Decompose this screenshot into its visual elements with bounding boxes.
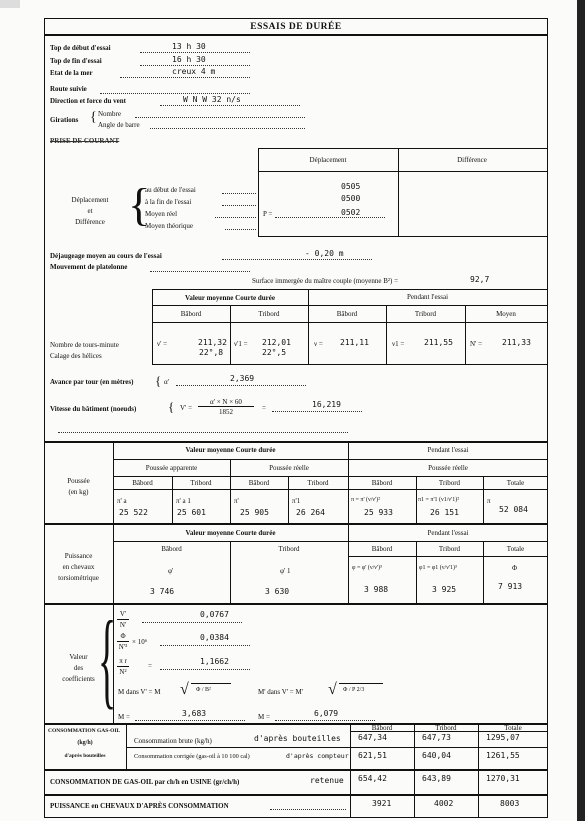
pe-tribord-value: 211,55 [424,338,453,347]
poussee-sym-1: π' a [117,497,127,505]
conso-corrigee-note: d'après compteur [286,752,349,760]
fraction-bar [117,619,129,620]
conso-col-totale: Totale [504,724,522,732]
divider [44,794,548,796]
col-deplacement: Déplacement [309,156,347,164]
coef-f1-value: 0,0767 [200,610,229,619]
coef-f2-den: N'³ [118,643,128,651]
dotted-line [58,432,348,433]
top-fin-value: 16 h 30 [172,55,206,64]
poussee-val-7: 52 084 [499,505,528,514]
col-difference: Différence [457,156,487,164]
puissance-conso-babord: 3921 [372,799,392,808]
grid-line [126,747,548,748]
poussee-col-tribord: Tribord [190,479,212,487]
pe-babord-value: 211,11 [340,338,369,347]
coef-mp-label: M' dans V' = M' [258,688,303,696]
poussee-apparente: Poussée apparente [145,464,198,472]
brace: { [90,110,97,125]
puissance-sym-1: φ' [168,567,174,575]
conso-corrigee-label: Consommation corrigée (gas-oil à 10 100 cal) [134,753,250,760]
brace: { [128,179,151,230]
puissance-hdr-pendant: Pendant l'essai [427,529,469,537]
poussee-reelle-pendant: Poussée réelle [428,464,468,472]
scan-edge [577,0,585,821]
conso-corrigee-totale: 1261,55 [486,751,520,760]
poussee-row-label: (en kg) [68,488,89,496]
struck-label: PRISE DE COURANT [50,137,120,145]
grid-line [152,305,547,306]
poussee-col-babord: Bâbord [132,479,153,487]
grid-line [152,289,547,290]
poussee-hdr-pendant: Pendant l'essai [427,446,469,454]
dotted-line [135,117,305,118]
grid-line [152,364,547,365]
divider [44,769,548,771]
divider [44,603,548,605]
dotted-line [270,809,346,810]
dotted-line [160,645,250,646]
coef-f2-value: 0,0384 [200,633,229,642]
vitesse-value: 16,219 [312,400,341,409]
vent-value: W N W 32 n/s [183,95,241,104]
surface-value: 92,7 [470,275,490,284]
puissance-col-totale: Totale [506,545,525,553]
poussee-sym-7: π [487,497,491,505]
vitesse-label: Vitesse du bâtiment (noeuds) [50,405,137,413]
conso-usine-totale: 1270,31 [486,774,520,783]
coef-f1-den: N' [119,621,127,629]
dotted-line [160,669,250,670]
puissance-hdr-courte: Valeur moyenne Courte durée [185,529,276,537]
tours-hdr-pendant: Pendant l'essai [406,293,449,301]
conso-brute-babord: 647,34 [358,733,387,742]
moyen-reel-label: Moyen réel [145,210,178,218]
angle-label: Angle de barre [98,121,140,129]
grid-line [113,459,548,460]
moyen-symbol: N' = [470,340,483,348]
poussee-reelle: Poussée réelle [269,464,309,472]
dotted-line [275,217,385,218]
divider [44,441,548,443]
tours-col-babord: Bâbord [180,310,202,318]
etat-mer-value: creux 4 m [172,67,216,76]
debut-label: au début de l'essai [145,186,196,194]
grid-line [152,322,547,323]
poussee-sym-5: π = π' (ν/ν')² [351,497,380,503]
moyen-theo-label: Moyen théorique [145,222,194,230]
dotted-line [222,205,256,206]
avance-label: Avance par tour (en mètres) [50,378,134,386]
root-bar [339,683,383,684]
coef-mp-value: 6,079 [314,709,339,718]
brace: { [155,373,162,388]
conso-unit: (kg/h) [77,740,93,746]
poussee-row-label: Poussée [67,477,90,485]
poussee-sym-4: π'1 [292,497,301,505]
cd-tribord-symbol: ν'1 = [234,340,248,348]
conso-usine-babord: 654,42 [358,774,387,783]
poussee-sym-2: π' a 1 [176,497,191,505]
nombre-label: Nombre [98,110,121,118]
corner-mark [0,0,20,8]
dotted-line [135,720,245,721]
poussee-val-2: 25 601 [177,508,206,517]
form-frame [44,18,548,818]
top-debut-value: 13 h 30 [172,42,206,51]
cd-babord-value: 211,32 [198,338,227,347]
puissance-row-label: torsiométrique [58,574,99,582]
conso-usine-label: CONSOMMATION DE GAS-OIL par ch/h en USINE (gr/ch/h) [50,778,240,786]
poussee-val-6: 26 151 [430,508,459,517]
coef-m-label: M dans V' = M [118,688,161,696]
puissance-col-babord: Bâbord [371,545,393,553]
poussee-sym-6: π1 = π'1 (ν1/ν'1)² [418,497,459,503]
conso-corrigee-babord: 621,51 [358,751,387,760]
conso-corrigee-tribord: 640,04 [422,751,451,760]
vent-label: Direction et force du vent [50,97,126,105]
dotted-line [275,720,375,721]
dotted-line [160,105,300,106]
girations-label: Girations [50,116,79,124]
dotted-line [222,193,256,194]
poussee-col-tribord: Tribord [307,479,329,487]
puissance-conso-totale: 8003 [500,799,520,808]
puissance-sym-2: φ' 1 [280,567,291,575]
coef-mp-root: Φ / P 2/3 [343,687,365,693]
top-fin-label: Top de fin d'essai [50,57,102,65]
puissance-sym-4: φ1 = φ1 (ν/ν'1)³ [419,565,457,571]
pe-babord-symbol: ν = [314,340,323,348]
avance-value: 2,369 [230,374,255,383]
coef-mp-equals: M = [258,713,270,721]
dotted-line [215,217,256,218]
top-debut-label: Top de début d'essai [50,44,111,52]
puissance-val-3: 3 988 [364,585,389,594]
puissance-val-2: 3 630 [265,587,290,596]
poussee-val-4: 26 264 [296,508,325,517]
puissance-col-babord: Bâbord [161,545,182,553]
p-label: P = [263,210,273,218]
fraction-bar [198,406,254,407]
dotted-line [222,259,372,260]
poussee-col-babord: Bâbord [248,479,270,487]
conso-col-babord: Bâbord [371,724,393,732]
moyen-value: 211,33 [502,338,531,347]
equals-sign: = [262,404,266,412]
vitesse-formula-numerator: α' × N × 60 [210,398,242,406]
tours-col-tribord: Tribord [258,310,280,318]
coef-f3-den: N² [119,668,127,676]
tours-col-moyen: Moyen [496,310,516,318]
deplacement-row-label: Déplacement [71,196,109,204]
coef-row-label: des [73,664,84,672]
dejaugeage-label: Déjaugeage moyen au cours de l'essai [50,252,162,260]
tours-col-babord: Bâbord [336,310,358,318]
grid-line [126,723,127,769]
avance-symbol: α' [164,378,169,386]
conso-brute-totale: 1295,07 [486,733,520,742]
dotted-line [272,411,362,412]
poussee-val-1: 25 522 [119,508,148,517]
puissance-sym-5: Φ [512,564,518,572]
puissance-val-5: 7 913 [498,582,523,591]
coef-row-label: coefficients [62,675,95,683]
coef-m-root: Φ / B² [196,687,211,693]
divider [44,34,548,36]
surface-label: Surface immergée du maître couple (moyenne B²) = [252,277,399,285]
puissance-conso-tribord: 4002 [434,799,454,808]
root-sign: √ [180,681,189,698]
deplacement-row-label: Différence [75,218,105,226]
cd-babord-calage: 22°,8 [199,348,224,357]
fin-label: à la fin de l'essai [145,198,192,206]
debut-value: 0505 [341,182,361,191]
vitesse-formula-v: V' = [180,404,193,412]
conso-usine-note: retenue [310,776,344,785]
route-label: Route suivie [50,85,87,93]
dotted-line [150,128,305,129]
dotted-line [120,77,250,78]
grid-line [348,556,548,557]
poussee-col-totale: Totale [506,479,525,487]
puissance-row-label: en chevaux [62,563,95,571]
dotted-line [142,622,242,623]
poussee-val-5: 25 933 [364,508,393,517]
calage-label: Calage des hélices [50,352,102,360]
coef-f3-equals: = [148,662,152,670]
root-bar [191,683,231,684]
nombre-tours-label: Nombre de tours-minute [50,341,119,349]
dotted-line [140,65,250,66]
dotted-line [100,93,250,94]
vitesse-formula-denominator: 1852 [219,408,233,416]
puissance-val-4: 3 925 [432,585,457,594]
dotted-line [225,229,256,230]
puissance-col-tribord: Tribord [438,545,461,553]
coef-m-value: 3,683 [182,709,207,718]
dotted-line [140,52,250,53]
fraction-bar [117,641,129,642]
coef-f2-extra: × 10⁶ [132,638,148,646]
pe-tribord-symbol: ν1 = [392,340,405,348]
coef-f1-num: V' [119,610,127,618]
moyen-reel-value: 0502 [341,208,361,217]
coef-f2-num: Φ [120,632,126,640]
brace: { [168,399,175,414]
tours-col-tribord: Tribord [414,310,437,318]
puissance-sym-3: φ = φ' (ν/ν')³ [352,565,382,571]
conso-label: CONSOMMATION GAS-OIL [48,728,121,734]
platelonne-label: Mouvement de platelonne [50,263,128,271]
conso-brute-tribord: 647,73 [422,733,451,742]
cd-tribord-value: 212,01 [262,338,291,347]
puissance-col-tribord: Tribord [278,545,300,553]
brace: { [98,600,117,719]
cd-tribord-calage: 22°,5 [262,348,287,357]
divider [44,523,548,525]
grid-line [258,236,547,237]
coef-f3-num: π r [119,657,127,665]
conso-brute-label: Consommation brute (kg/h) [134,737,212,745]
grid-line [258,148,547,149]
puissance-val-1: 3 746 [150,587,175,596]
poussee-col-babord: Bâbord [371,479,393,487]
root-sign: √ [328,681,337,698]
coef-f3-value: 1,1662 [200,657,229,666]
conso-col-tribord: Tribord [435,724,457,732]
cd-babord-symbol: ν' = [157,340,168,348]
dotted-line [176,385,306,386]
grid-line [258,171,547,172]
fraction-bar [117,666,129,667]
deplacement-row-label: et [87,207,93,215]
fin-value: 0500 [341,194,361,203]
puissance-row-label: Puissance [64,552,93,560]
conso-brute-note: d'après bouteilles [254,734,341,743]
dejaugeage-value: - 0,20 m [305,249,344,258]
poussee-hdr-courte: Valeur moyenne Courte durée [185,446,276,454]
conso-usine-tribord: 643,89 [422,774,451,783]
puissance-conso-label: PUISSANCE en CHEVAUX D'APRÈS CONSOMMATION [50,802,229,810]
poussee-val-3: 25 905 [240,508,269,517]
page-title: ESSAIS DE DURÉE [250,22,342,32]
poussee-col-tribord: Tribord [438,479,461,487]
tours-hdr-courte: Valeur moyenne Courte durée [184,294,276,302]
coef-row-label: Valeur [69,653,88,661]
dotted-line [150,271,250,272]
conso-source: d'après bouteilles [64,753,106,759]
poussee-sym-3: π' [234,497,239,505]
coef-m-equals: M = [118,713,130,721]
etat-mer-label: Etat de la mer [50,69,93,77]
